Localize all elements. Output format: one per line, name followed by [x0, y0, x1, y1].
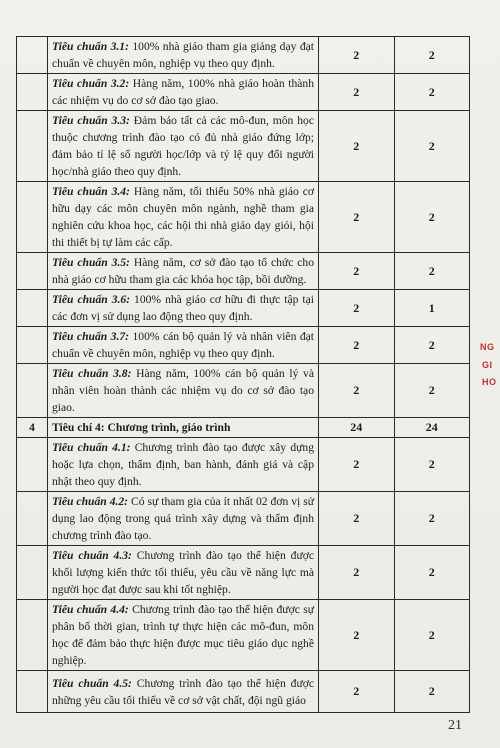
- standard-row: [17, 600, 470, 671]
- achieved-score: 2: [394, 438, 470, 492]
- row-index: 4: [17, 418, 48, 438]
- row-index: [17, 290, 48, 327]
- max-score: 2: [319, 600, 395, 671]
- row-index: [17, 492, 48, 546]
- standard-row: [17, 546, 470, 600]
- standard-row: [17, 182, 470, 253]
- max-score: 2: [319, 671, 395, 713]
- achieved-score: 1: [394, 290, 470, 327]
- standard-row: [17, 111, 470, 182]
- row-index: [17, 182, 48, 253]
- standard-label: Tiêu chuẩn 3.7:: [52, 330, 130, 343]
- max-score: 2: [319, 37, 395, 74]
- achieved-score: 2: [394, 364, 470, 418]
- row-index: [17, 74, 48, 111]
- standard-label: Tiêu chuẩn 4.2:: [52, 495, 129, 508]
- max-score: 2: [319, 182, 395, 253]
- criterion-description: [48, 182, 319, 253]
- row-index: [17, 327, 48, 364]
- standard-text: Chương trình đào tạo thể hiện được khối lượng kiến thức tối thiểu, yêu cầu về năng lực mà người học đạt được sau khi tốt nghiệp.: [52, 549, 315, 596]
- achieved-score: 2: [394, 182, 470, 253]
- achieved-score: 2: [394, 37, 470, 74]
- standard-label: Tiêu chuẩn 3.5:: [52, 256, 130, 269]
- criterion-description: [48, 111, 319, 182]
- max-score: 2: [319, 290, 395, 327]
- standard-text: Hàng năm, 100% nhà giáo hoàn thành các nhiệm vụ do cơ sở đào tạo giao.: [52, 77, 314, 107]
- criterion-description: [48, 327, 319, 364]
- row-index: [17, 364, 48, 418]
- row-index: [17, 671, 48, 713]
- max-score: 2: [319, 74, 395, 111]
- max-score: 2: [319, 327, 395, 364]
- standard-text: 100% nhà giáo cơ hữu đi thực tập tại các đơn vị sử dụng lao động theo quy định.: [52, 293, 314, 323]
- criterion-description: [48, 418, 319, 438]
- criterion-description: [48, 74, 319, 111]
- page-number: 21: [448, 718, 462, 733]
- standard-row: [17, 327, 470, 364]
- row-index: [17, 111, 48, 182]
- criterion-description: [48, 671, 319, 713]
- criterion-description: [48, 37, 319, 74]
- standard-row: [17, 438, 470, 492]
- standard-row: [17, 671, 470, 713]
- criterion-description: [48, 438, 319, 492]
- max-score: 2: [319, 438, 395, 492]
- max-score: 2: [319, 253, 395, 290]
- achieved-score: 2: [394, 671, 470, 713]
- standard-text: Chương trình đào tạo thể hiện được sự phân bố thời gian, trình tự thực hiện các mô-đun, môn học để đảm bảo thực hiện được mục tiêu giáo dục nghề nghiệp.: [52, 603, 314, 667]
- standard-row: [17, 364, 470, 418]
- achieved-score: 2: [394, 74, 470, 111]
- stamp-text: GI: [482, 360, 493, 370]
- standard-text: Hàng năm, 100% cán bộ quản lý và nhân viên hoàn thành các nhiệm vụ do cơ sở đào tạo giao.: [52, 367, 315, 414]
- max-score: 2: [319, 364, 395, 418]
- standard-text: Chương trình đào tạo thể hiện được những yêu cầu tối thiểu về cơ sở vật chất, đội ngũ giáo: [52, 676, 315, 707]
- max-score: 2: [319, 492, 395, 546]
- standard-text: 100% nhà giáo tham gia giảng dạy đạt chuẩn về chuyên môn, nghiệp vụ theo quy định.: [52, 40, 314, 70]
- achieved-score: 24: [394, 418, 470, 438]
- max-score: 2: [319, 546, 395, 600]
- criterion-description: [48, 600, 319, 671]
- standard-row: [17, 37, 470, 74]
- max-score: 24: [319, 418, 395, 438]
- criterion-title: Tiêu chí 4: Chương trình, giáo trình: [52, 421, 231, 434]
- stamp-text: HO: [482, 377, 497, 387]
- stamp-text: NG: [480, 342, 495, 352]
- standard-text: Hàng năm, tối thiểu 50% nhà giáo cơ hữu dạy các môn chuyên môn ngành, nghề tham gia nghiên cứu khoa học, các hội thi nhà giáo dạy giỏi, hội thi thiết bị tự làm các cấp.: [52, 185, 315, 249]
- standard-label: Tiêu chuẩn 4.3:: [52, 549, 132, 562]
- achieved-score: 2: [394, 492, 470, 546]
- standard-text: Đảm bảo tất cả các mô-đun, môn học thuộc chương trình đào tạo có đủ nhà giáo đứng lớp; đảm bảo tỉ lệ số người học/lớp và tỷ lệ quy đổi người học/nhà giáo theo quy định.: [52, 114, 314, 178]
- criteria-table: [16, 36, 470, 713]
- standard-label: Tiêu chuẩn 3.4:: [52, 185, 130, 198]
- row-index: [17, 253, 48, 290]
- standard-row: [17, 74, 470, 111]
- achieved-score: 2: [394, 546, 470, 600]
- criterion-description: [48, 364, 319, 418]
- standard-text: Có sự tham gia của ít nhất 02 đơn vị sử dụng lao động trong quá trình xây dựng và thẩm định chương trình đào tạo.: [52, 495, 314, 542]
- standard-label: Tiêu chuẩn 3.1:: [52, 40, 129, 53]
- achieved-score: 2: [394, 253, 470, 290]
- standard-label: Tiêu chuẩn 3.2:: [52, 77, 130, 90]
- achieved-score: 2: [394, 111, 470, 182]
- standard-label: Tiêu chuẩn 3.3:: [52, 114, 130, 127]
- standard-label: Tiêu chuẩn 4.4:: [52, 603, 129, 616]
- criterion-description: [48, 492, 319, 546]
- criterion-description: [48, 253, 319, 290]
- standard-label: Tiêu chuẩn 3.8:: [52, 367, 132, 380]
- criteria-table-body: [17, 37, 470, 713]
- row-index: [17, 438, 48, 492]
- achieved-score: 2: [394, 600, 470, 671]
- max-score: 2: [319, 111, 395, 182]
- standard-row: [17, 290, 470, 327]
- standard-label: Tiêu chuẩn 3.6:: [52, 293, 131, 306]
- achieved-score: 2: [394, 327, 470, 364]
- standard-text: Chương trình đào tạo được xây dựng hoặc lựa chọn, thẩm định, ban hành, đánh giá và cập nhật theo quy định.: [52, 441, 314, 488]
- row-index: [17, 546, 48, 600]
- standard-row: [17, 253, 470, 290]
- criterion-description: [48, 546, 319, 600]
- standard-label: Tiêu chuẩn 4.5:: [52, 676, 132, 690]
- standard-text: 100% cán bộ quản lý và nhân viên đạt chuẩn về chuyên môn, nghiệp vụ theo quy định.: [52, 330, 314, 360]
- row-index: [17, 37, 48, 74]
- criterion-group-row: [17, 418, 470, 438]
- criterion-description: [48, 290, 319, 327]
- standard-row: [17, 492, 470, 546]
- standard-text: Hàng năm, cơ sở đào tạo tổ chức cho nhà giáo cơ hữu tham gia các khóa học tập, bồi dưỡng.: [52, 256, 314, 286]
- row-index: [17, 600, 48, 671]
- red-stamp-fragment: [476, 300, 500, 410]
- standard-label: Tiêu chuẩn 4.1:: [52, 441, 131, 454]
